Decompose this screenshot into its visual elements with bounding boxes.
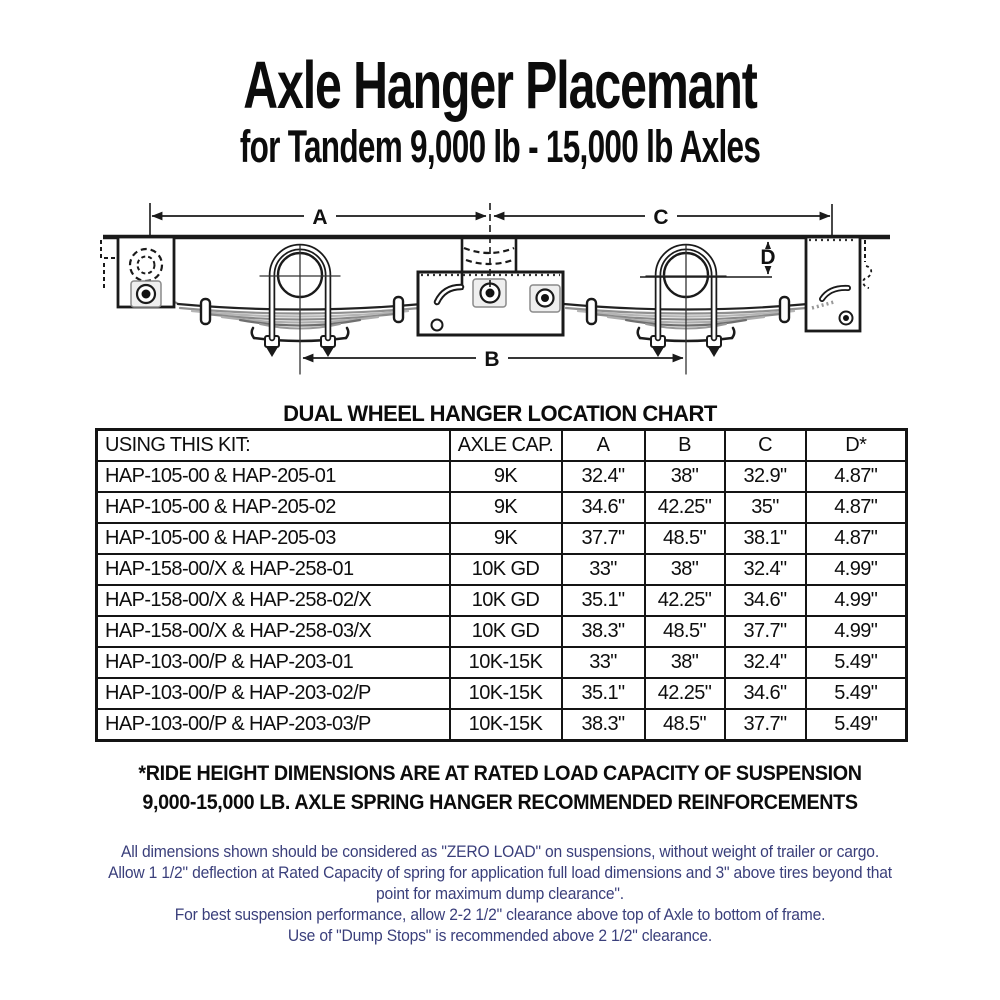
table-cell: 37.7"	[725, 709, 806, 741]
front-hanger	[118, 237, 174, 307]
table-cell: 10K GD	[450, 585, 562, 616]
table-cell: 9K	[450, 492, 562, 523]
table-row	[97, 647, 907, 678]
dim-label-b: B	[484, 348, 500, 371]
table-body	[97, 461, 907, 741]
table-cell: 32.4"	[725, 554, 806, 585]
table-cell: 10K-15K	[450, 647, 562, 678]
table-cell: 5.49"	[806, 709, 907, 741]
note-line: For best suspension performance, allow 2-2 1/2" clearance above top of Axle to bottom of frame.	[174, 905, 826, 924]
table-cell: 38"	[645, 554, 725, 585]
table-cell: HAP-158-00/X & HAP-258-01	[97, 554, 450, 585]
note-line: point for maximum dump clearance".	[376, 884, 624, 903]
table-cell: 38.1"	[725, 523, 806, 554]
footnote-ride-height: *RIDE HEIGHT DIMENSIONS ARE AT RATED LOAD CAPACITY OF SUSPENSION	[138, 762, 862, 785]
table-header-row	[97, 430, 907, 462]
table-cell: 38"	[645, 461, 725, 492]
table-cell: HAP-105-00 & HAP-205-03	[97, 523, 450, 554]
hanger-location-table	[95, 428, 908, 742]
table-row	[97, 616, 907, 647]
table-cell: HAP-105-00 & HAP-205-01	[97, 461, 450, 492]
table-row	[97, 709, 907, 741]
col-header-b: B	[645, 430, 725, 462]
col-header-a: A	[562, 430, 645, 462]
dimension-b	[303, 347, 683, 371]
table-cell: 4.99"	[806, 554, 907, 585]
note-line: All dimensions shown should be considered as "ZERO LOAD" on suspensions, without weight of trailer or cargo.	[121, 842, 879, 861]
col-header-c: C	[725, 430, 806, 462]
table-cell: 48.5"	[645, 523, 725, 554]
table-row	[97, 678, 907, 709]
table-cell: 5.49"	[806, 647, 907, 678]
table-cell: 33"	[562, 647, 645, 678]
table-row	[97, 523, 907, 554]
table-cell: 32.4"	[725, 647, 806, 678]
table-cell: 38"	[645, 647, 725, 678]
table-cell: HAP-158-00/X & HAP-258-03/X	[97, 616, 450, 647]
table-cell: 4.87"	[806, 461, 907, 492]
table-cell: 37.7"	[725, 616, 806, 647]
table-cell: 4.99"	[806, 585, 907, 616]
page-subtitle: for Tandem 9,000 lb - 15,000 lb Axles	[239, 121, 761, 173]
table-cell: 10K GD	[450, 554, 562, 585]
table-cell: 9K	[450, 523, 562, 554]
table-cell: 10K-15K	[450, 678, 562, 709]
table-cell: HAP-103-00/P & HAP-203-01	[97, 647, 450, 678]
dim-label-d: D	[760, 246, 776, 269]
dimension-a	[152, 205, 486, 229]
table-cell: 34.6"	[725, 585, 806, 616]
table-cell: HAP-103-00/P & HAP-203-03/P	[97, 709, 450, 741]
dim-label-c: C	[653, 206, 669, 229]
dim-label-a: A	[312, 206, 328, 229]
table-cell: 10K-15K	[450, 709, 562, 741]
table-cell: 37.7"	[562, 523, 645, 554]
table-cell: 32.9"	[725, 461, 806, 492]
table-cell: 4.99"	[806, 616, 907, 647]
table-cell: 32.4"	[562, 461, 645, 492]
table-cell: 34.6"	[562, 492, 645, 523]
table-row	[97, 554, 907, 585]
col-header-d: D*	[806, 430, 907, 462]
table-cell: 35.1"	[562, 585, 645, 616]
table-cell: 10K GD	[450, 616, 562, 647]
front-leaf-spring	[156, 246, 444, 374]
table-cell: 48.5"	[645, 616, 725, 647]
table-cell: HAP-105-00 & HAP-205-02	[97, 492, 450, 523]
table-row	[97, 492, 907, 523]
table-cell: 4.87"	[806, 523, 907, 554]
page-header	[0, 48, 1000, 173]
table-cell: 9K	[450, 461, 562, 492]
dimension-c	[494, 205, 830, 229]
table-cell: 42.25"	[645, 585, 725, 616]
col-header-axle-cap: AXLE CAP.	[450, 430, 562, 462]
note-line: Use of "Dump Stops" is recommended above 2 1/2" clearance.	[287, 926, 713, 945]
footnote-reinforcements: 9,000-15,000 LB. AXLE SPRING HANGER RECOMMENDED REINFORCEMENTS	[142, 791, 858, 814]
table-cell: 42.25"	[645, 678, 725, 709]
table-cell: 38.3"	[562, 709, 645, 741]
table-row	[97, 461, 907, 492]
table-cell: 42.25"	[645, 492, 725, 523]
suspension-diagram	[88, 193, 912, 400]
col-header-kit: USING THIS KIT:	[97, 430, 450, 462]
notes	[0, 841, 1000, 946]
table-cell: 33"	[562, 554, 645, 585]
rear-leaf-spring	[542, 246, 830, 374]
table-cell: 48.5"	[645, 709, 725, 741]
table-cell: HAP-158-00/X & HAP-258-02/X	[97, 585, 450, 616]
table-cell: 5.49"	[806, 678, 907, 709]
page-title: Axle Hanger Placemant	[243, 48, 757, 123]
table-row	[97, 585, 907, 616]
table-cell: 38.3"	[562, 616, 645, 647]
table-cell: 35.1"	[562, 678, 645, 709]
table-title: DUAL WHEEL HANGER LOCATION CHART	[283, 401, 717, 426]
rear-hanger	[806, 237, 871, 331]
table-cell: 4.87"	[806, 492, 907, 523]
table-cell: 35"	[725, 492, 806, 523]
table-cell: HAP-103-00/P & HAP-203-02/P	[97, 678, 450, 709]
table-cell: 34.6"	[725, 678, 806, 709]
note-line: Allow 1 1/2" deflection at Rated Capacity of spring for application full load dimensions and 3" above tires beyond that	[108, 863, 892, 882]
